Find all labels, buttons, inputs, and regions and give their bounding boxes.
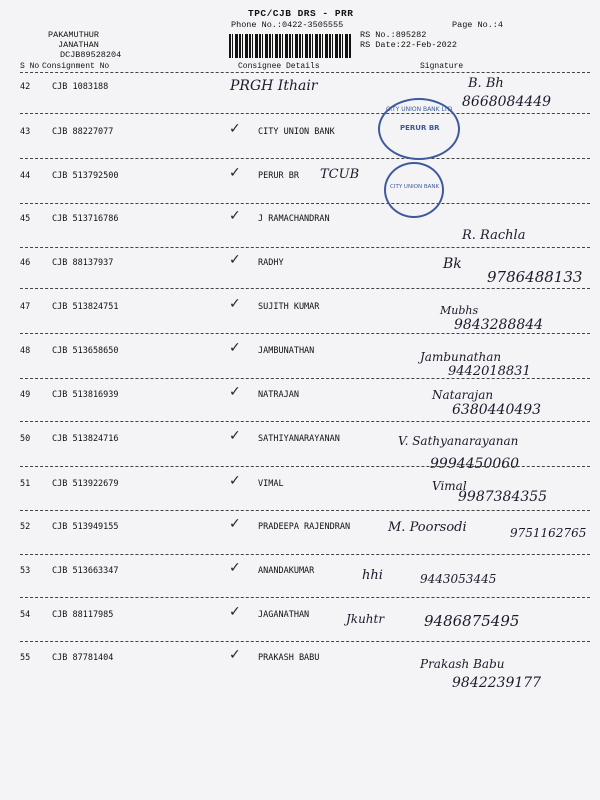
consignee-name: SATHIYANARAYANAN bbox=[258, 434, 340, 444]
stamp-branch: PERUR BR bbox=[400, 124, 440, 132]
signature: Jambunathan bbox=[420, 350, 502, 364]
row-sno: 42 bbox=[20, 82, 31, 92]
row-sno: 50 bbox=[20, 434, 31, 444]
handwritten-phone: 9442018831 bbox=[448, 364, 531, 379]
table-row bbox=[0, 647, 600, 707]
col-signature: Signature bbox=[420, 62, 464, 71]
row-consignment: CJB 513792500 bbox=[52, 171, 119, 181]
drs-code: DCJB89528204 bbox=[60, 50, 122, 60]
bank-stamp bbox=[378, 98, 460, 160]
tick-icon: ✓ bbox=[229, 428, 241, 444]
row-sno: 49 bbox=[20, 390, 31, 400]
handwritten-phone: 9843288844 bbox=[454, 317, 544, 333]
row-sno: 52 bbox=[20, 522, 31, 532]
tick-icon: ✓ bbox=[229, 473, 241, 489]
col-consignee: Consignee Details bbox=[238, 62, 320, 71]
row-consignment: CJB 88137937 bbox=[52, 258, 114, 268]
signature: B. Bh bbox=[468, 76, 504, 91]
row-sno: 54 bbox=[20, 610, 31, 620]
row-divider bbox=[20, 421, 590, 422]
consignee-name: J RAMACHANDRAN bbox=[258, 214, 330, 224]
signature: V. Sathyanarayanan bbox=[398, 434, 519, 448]
row-divider bbox=[20, 597, 590, 598]
signature: M. Poorsodi bbox=[388, 520, 467, 535]
handwritten-name: PRGH Ithair bbox=[230, 78, 318, 94]
stamp-text: CITY UNION BANK LTD bbox=[386, 106, 453, 113]
signature: Vimal bbox=[432, 479, 467, 493]
handwritten-phone: 9486875495 bbox=[424, 612, 520, 630]
rs-number: RS No.:895282 bbox=[360, 30, 427, 40]
row-divider bbox=[20, 203, 590, 204]
tick-icon: ✓ bbox=[229, 647, 241, 663]
consignee-name: NATRAJAN bbox=[258, 390, 299, 400]
row-consignment: CJB 87781404 bbox=[52, 653, 114, 663]
row-sno: 53 bbox=[20, 566, 31, 576]
tick-icon: ✓ bbox=[229, 516, 241, 532]
bank-stamp-2 bbox=[384, 162, 444, 218]
row-divider bbox=[20, 333, 590, 334]
handwritten-phone: 9842239177 bbox=[452, 675, 542, 691]
signature: Natarajan bbox=[432, 388, 494, 402]
tick-icon: ✓ bbox=[229, 340, 241, 356]
col-consignment: Consignment No bbox=[42, 62, 110, 71]
page-number: Page No.:4 bbox=[452, 20, 504, 30]
row-consignment: CJB 513658650 bbox=[52, 346, 119, 356]
rs-date: RS Date:22-Feb-2022 bbox=[360, 40, 457, 50]
handwritten-phone: 9751162765 bbox=[510, 526, 587, 540]
phone-number: Phone No.:0422-3505555 bbox=[231, 20, 344, 30]
header-divider bbox=[20, 72, 590, 73]
row-sno: 45 bbox=[20, 214, 31, 224]
row-divider bbox=[20, 158, 590, 159]
handwritten-phone: 6380440493 bbox=[452, 402, 542, 418]
row-divider bbox=[20, 466, 590, 467]
handwritten-phone: 8668084449 bbox=[462, 94, 552, 110]
consignee-name: PRADEEPA RAJENDRAN bbox=[258, 522, 351, 532]
tick-icon: ✓ bbox=[229, 165, 241, 181]
consignee-name: JAMBUNATHAN bbox=[258, 346, 315, 356]
branch-name-line2: JANATHAN bbox=[58, 40, 99, 50]
page-title: TPC/CJB DRS - PRR bbox=[248, 8, 354, 19]
row-consignment: CJB 513922679 bbox=[52, 479, 119, 489]
handwritten-note: TCUB bbox=[320, 167, 360, 182]
row-consignment: CJB 1083188 bbox=[52, 82, 109, 92]
row-consignment: CJB 88117985 bbox=[52, 610, 114, 620]
consignee-name: SUJITH KUMAR bbox=[258, 302, 320, 312]
row-divider bbox=[20, 288, 590, 289]
row-sno: 51 bbox=[20, 479, 31, 489]
row-consignment: CJB 513824751 bbox=[52, 302, 119, 312]
consignee-name: PRAKASH BABU bbox=[258, 653, 320, 663]
consignee-name: JAGANATHAN bbox=[258, 610, 310, 620]
consignee-name: ANANDAKUMAR bbox=[258, 566, 315, 576]
row-sno: 48 bbox=[20, 346, 31, 356]
row-divider bbox=[20, 378, 590, 379]
handwritten-phone: 9994450060 bbox=[430, 456, 520, 472]
row-sno: 44 bbox=[20, 171, 31, 181]
col-sno: S No bbox=[20, 62, 40, 71]
handwritten-phone: 9443053445 bbox=[420, 572, 497, 586]
row-sno: 43 bbox=[20, 127, 31, 137]
row-divider bbox=[20, 554, 590, 555]
row-divider bbox=[20, 510, 590, 511]
row-sno: 46 bbox=[20, 258, 31, 268]
row-consignment: CJB 513816939 bbox=[52, 390, 119, 400]
row-sno: 55 bbox=[20, 653, 31, 663]
signature: Mubhs bbox=[440, 304, 479, 317]
signature: R. Rachla bbox=[462, 228, 526, 243]
consignee-name: VIMAL bbox=[258, 479, 284, 489]
row-consignment: CJB 88227077 bbox=[52, 127, 114, 137]
row-consignment: CJB 513663347 bbox=[52, 566, 119, 576]
handwritten-phone: 9786488133 bbox=[487, 268, 583, 286]
row-consignment: CJB 513716786 bbox=[52, 214, 119, 224]
tick-icon: ✓ bbox=[229, 252, 241, 268]
tick-icon: ✓ bbox=[229, 560, 241, 576]
tick-icon: ✓ bbox=[229, 384, 241, 400]
tick-icon: ✓ bbox=[229, 121, 241, 137]
row-consignment: CJB 513824716 bbox=[52, 434, 119, 444]
barcode bbox=[229, 34, 351, 58]
signature: Bk bbox=[443, 256, 462, 272]
consignee-name: RADHY bbox=[258, 258, 284, 268]
tick-icon: ✓ bbox=[229, 296, 241, 312]
branch-name-line1: PAKAMUTHUR bbox=[48, 30, 100, 40]
row-divider bbox=[20, 641, 590, 642]
signature: hhi bbox=[362, 568, 383, 583]
stamp-text: CITY UNION BANK bbox=[390, 184, 440, 190]
consignee-name: CITY UNION BANK bbox=[258, 127, 335, 137]
row-sno: 47 bbox=[20, 302, 31, 312]
tick-icon: ✓ bbox=[229, 208, 241, 224]
consignee-name: PERUR BR bbox=[258, 171, 299, 181]
signature: Prakash Babu bbox=[420, 657, 505, 671]
tick-icon: ✓ bbox=[229, 604, 241, 620]
row-divider bbox=[20, 113, 590, 114]
signature: Jkuhtr bbox=[346, 612, 385, 626]
handwritten-phone: 9987384355 bbox=[458, 489, 548, 505]
row-divider bbox=[20, 247, 590, 248]
row-consignment: CJB 513949155 bbox=[52, 522, 119, 532]
